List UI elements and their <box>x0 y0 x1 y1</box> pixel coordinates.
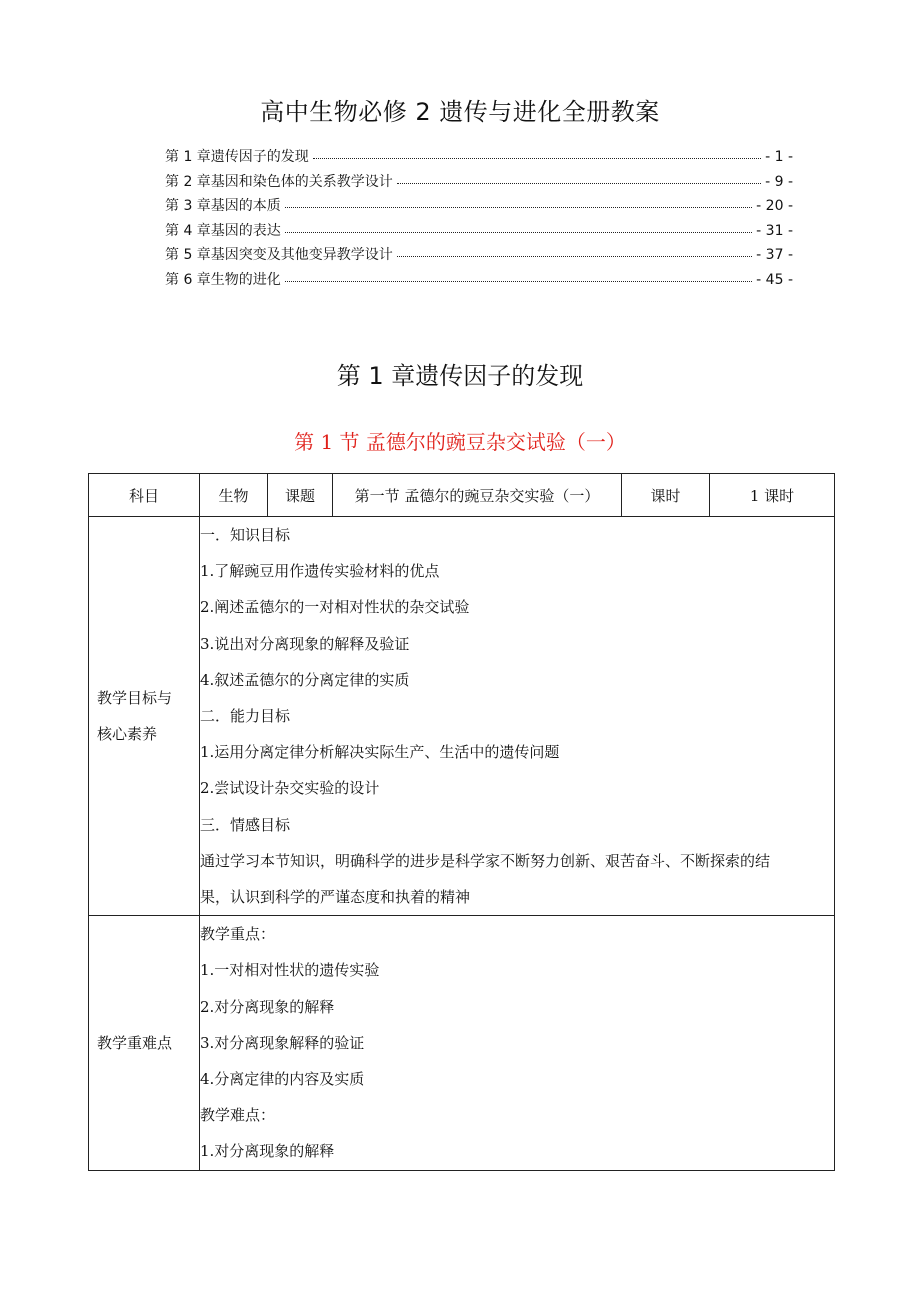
goal-line: 果，认识到科学的严谨态度和执着的精神 <box>200 888 471 907</box>
toc-entry-page: - 20 - <box>756 198 793 215</box>
toc-leader-dots <box>313 157 761 159</box>
toc-leader-dots <box>285 206 752 208</box>
keypoint-line: 教学难点： <box>200 1106 276 1125</box>
goals-label-line: 核心素养 <box>97 725 158 744</box>
goal-line: 2.阐述孟德尔的一对相对性状的杂交试验 <box>200 598 470 617</box>
goal-line: 1.了解豌豆用作遗传实验材料的优点 <box>200 562 440 581</box>
keypoints-label: 教学重难点 <box>89 916 200 1170</box>
hours-value: 1 课时 <box>710 474 835 517</box>
keypoints-content <box>200 916 835 1170</box>
toc-entry[interactable] <box>165 195 793 220</box>
lesson-plan-table <box>88 473 835 1171</box>
toc-leader-dots <box>285 231 752 233</box>
toc-entry[interactable] <box>165 269 793 294</box>
goal-line: 三．情感目标 <box>200 815 291 834</box>
toc-entry-page: - 45 - <box>756 271 793 288</box>
toc-entry-page: - 37 - <box>756 247 793 264</box>
topic-value: 第一节 孟德尔的豌豆杂交实验（一） <box>333 474 622 517</box>
toc-entry[interactable] <box>165 146 793 171</box>
goal-line: 2.尝试设计杂交实验的设计 <box>200 779 380 798</box>
keypoint-line: 4.分离定律的内容及实质 <box>200 1070 365 1089</box>
toc-entry-page: - 1 - <box>765 149 793 165</box>
goals-content <box>200 517 835 916</box>
toc-leader-dots <box>397 182 761 184</box>
subject-value: 生物 <box>200 474 268 517</box>
toc-entry-label: 第 3 章基因的本质 <box>165 198 281 215</box>
keypoint-line: 1.一对相对性状的遗传实验 <box>200 961 380 980</box>
toc-entry-label: 第 5 章基因突变及其他变异教学设计 <box>165 247 393 264</box>
toc-entry-page: - 9 - <box>765 173 793 190</box>
goal-line: 3.说出对分离现象的解释及验证 <box>200 634 410 653</box>
goal-line: 1.运用分离定律分析解决实际生产、生活中的遗传问题 <box>200 743 560 762</box>
goals-label <box>89 517 200 916</box>
toc-leader-dots <box>397 255 752 257</box>
document-title: 高中生物必修 2 遗传与进化全册教案 <box>260 98 660 126</box>
keypoint-line: 1.对分离现象的解释 <box>200 1142 335 1161</box>
subject-label: 科目 <box>89 474 200 517</box>
toc-entry[interactable] <box>165 244 793 269</box>
toc-leader-dots <box>285 280 752 282</box>
toc-entry[interactable] <box>165 171 793 196</box>
chapter-title: 第 1 章遗传因子的发现 <box>336 362 584 390</box>
toc-entry-label: 第 4 章基因的表达 <box>165 222 281 239</box>
keypoint-line: 3.对分离现象解释的验证 <box>200 1033 365 1052</box>
toc-entry-label: 第 1 章遗传因子的发现 <box>165 149 309 165</box>
goal-line: 4.叙述孟德尔的分离定律的实质 <box>200 670 410 689</box>
keypoints-row <box>89 916 835 1170</box>
goal-line: 通过学习本节知识，明确科学的进步是科学家不断努力创新、艰苦奋斗、不断探索的结 <box>200 851 771 870</box>
keypoint-line: 教学重点： <box>200 925 276 944</box>
toc-entry-label: 第 6 章生物的进化 <box>165 271 281 288</box>
goal-line: 一．知识目标 <box>200 526 291 544</box>
goals-label-line: 教学目标与 <box>97 689 173 708</box>
table-header-row <box>89 474 835 517</box>
toc-entry-label: 第 2 章基因和染色体的关系教学设计 <box>165 173 393 190</box>
hours-label: 课时 <box>622 474 710 517</box>
toc-entry-page: - 31 - <box>756 222 793 239</box>
topic-label: 课题 <box>268 474 333 517</box>
keypoint-line: 2.对分离现象的解释 <box>200 997 335 1016</box>
goal-line: 二．能力目标 <box>200 707 291 726</box>
table-of-contents <box>165 146 793 294</box>
goals-row <box>89 517 835 916</box>
section-title: 第 1 节 孟德尔的豌豆杂交试验（一） <box>294 430 626 454</box>
toc-entry[interactable] <box>165 220 793 245</box>
